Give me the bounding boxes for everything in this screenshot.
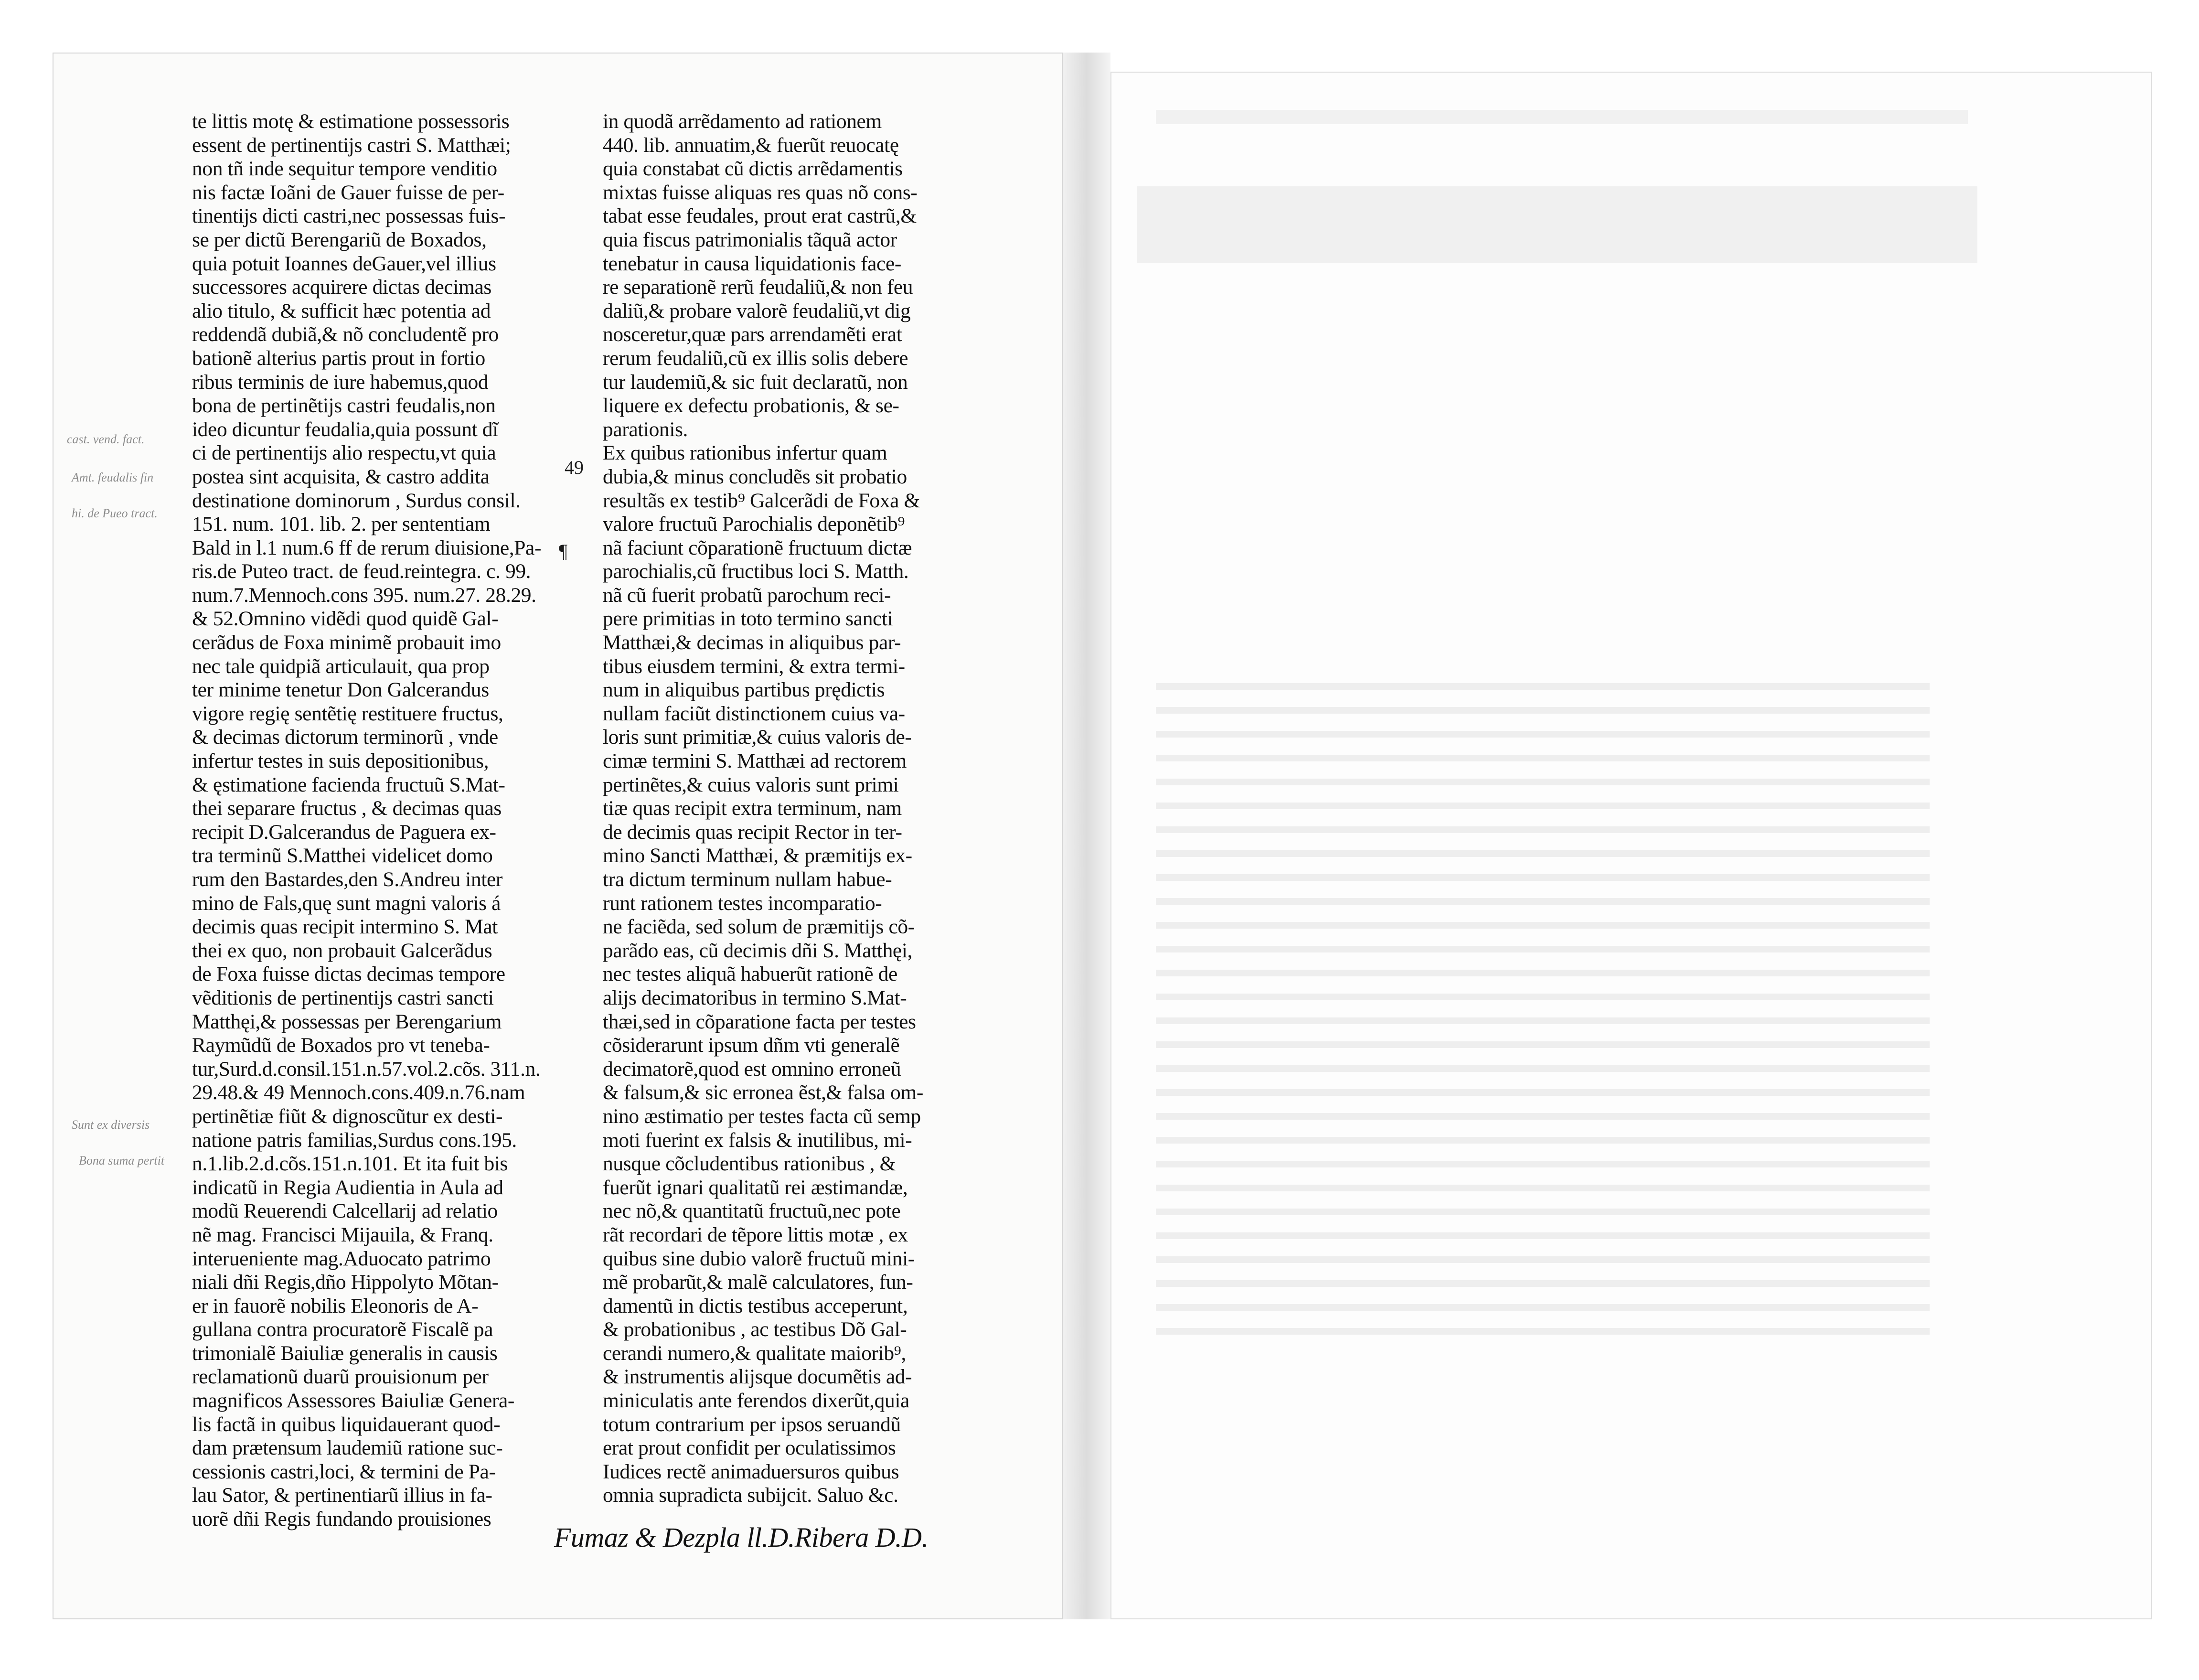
text-line: essent de pertinentijs castri S. Matthæi; <box>192 133 511 157</box>
marginal-note: Amt. feudalis fin <box>72 471 154 484</box>
marginal-note: cast. vend. fact. <box>67 432 145 446</box>
text-line: totum contrarium per ipsos seruandũ <box>603 1412 901 1436</box>
text-line: quia constabat cũ dictis arrẽdamentis <box>603 157 903 181</box>
text-line: mino de Fals,quę sunt magni valoris á <box>192 891 501 915</box>
text-line: infertur testes in suis depositionibus, <box>192 749 489 773</box>
text-line: ne faciẽda, sed solum de præmitijs cõ- <box>603 915 915 939</box>
text-line: nis factæ Ioãni de Gauer fuisse de per- <box>192 181 504 204</box>
text-line: bationẽ alterius partis prout in fortio <box>192 346 485 370</box>
text-line: runt rationem testes incomparatio- <box>603 891 882 915</box>
text-line: tibus eiusdem termini, & extra termi- <box>603 654 905 678</box>
text-line: tra dictum terminum nullam habue- <box>603 868 892 891</box>
text-line: cimæ termini S. Matthæi ad rectorem <box>603 749 907 773</box>
text-line: cerandi numero,& qualitate maiorib⁹, <box>603 1341 906 1365</box>
text-line: moti fuerint ex falsis & inutilibus, mi- <box>603 1128 912 1152</box>
text-line: rãt recordari de tẽpore littis motæ , ex <box>603 1223 908 1246</box>
text-line: decimatorẽ,quod est omnino erroneũ <box>603 1057 901 1081</box>
text-line: valore fructuũ Parochialis deponẽtib⁹ <box>603 513 905 536</box>
text-line: rum den Bastardes,den S.Andreu inter <box>192 868 503 891</box>
signature-line: Fumaz & Dezpla ll.D.Ribera D.D. <box>554 1522 929 1553</box>
text-line: liquere ex defectu probationis, & se- <box>603 394 899 417</box>
text-line: trimonialẽ Baiuliæ generalis in causis <box>192 1341 498 1365</box>
text-line <box>192 1531 541 1555</box>
text-line: pere primitias in toto termino sancti <box>603 607 893 631</box>
right-text-column <box>603 110 923 1508</box>
text-line: pertinẽtes,& cuius valoris sunt primi <box>603 773 899 796</box>
text-line: reddendã dubiã,& nõ concludentẽ pro <box>192 323 499 346</box>
text-line: se per dictũ Berengariũ de Boxados, <box>192 228 487 251</box>
text-line: quia fiscus patrimonialis tãquã actor <box>603 228 897 251</box>
text-line: modũ Reuerendi Calcellarij ad relatio <box>192 1199 498 1223</box>
text-line: niali dñi Regis,dño Hippolyto Mõtan- <box>192 1271 499 1294</box>
text-line: mino Sancti Matthæi, & præmitijs ex- <box>603 844 912 867</box>
text-line: thei ex quo, non probauit Galcerãdus <box>192 939 492 962</box>
text-line: Raymũdũ de Boxados pro vt teneba- <box>192 1034 490 1057</box>
text-line: Matthęi,& possessas per Berengarium <box>192 1010 502 1033</box>
text-line: nec testes aliquã habuerũt rationẽ de <box>603 963 897 986</box>
text-line: nusque cõcludentibus rationibus , & <box>603 1152 896 1176</box>
text-line: alio titulo, & sufficit hæc potentia ad <box>192 299 491 322</box>
text-line: parãdo eas, cũ decimis dñi S. Matthęi, <box>603 939 913 962</box>
marginal-note: Bona suma pertit <box>79 1154 165 1167</box>
text-line: cerãdus de Foxa minimẽ probauit imo <box>192 631 501 654</box>
text-line: nã faciunt cõparationẽ fructuum dictæ <box>603 536 912 559</box>
text-line: rerum feudaliũ,cũ ex illis solis debere <box>603 346 908 370</box>
text-line: nec nõ,& quantitatũ fructuũ,nec pote <box>603 1199 901 1223</box>
text-line: damentũ in dictis testibus acceperunt, <box>603 1294 908 1317</box>
text-line: parochialis,cũ fructibus loci S. Matth. <box>603 560 909 583</box>
text-line: de Foxa fuisse dictas decimas tempore <box>192 963 505 986</box>
margin-number: 49 <box>565 457 584 478</box>
text-line: nino æstimatio per testes facta cũ semp <box>603 1104 921 1128</box>
text-line: & ęstimatione facienda fructuũ S.Mat- <box>192 773 505 796</box>
text-line: num.7.Mennoch.cons 395. num.27. 28.29. <box>192 583 536 607</box>
text-line: & 52.Omnino vidẽdi quod quidẽ Gal- <box>192 607 499 631</box>
text-line: & instrumentis alijsque documẽtis ad- <box>603 1365 912 1389</box>
text-line: magnificos Assessores Baiuliæ Genera- <box>192 1389 515 1412</box>
text-line: miniculatis ante ferendos dixerũt,quia <box>603 1389 909 1412</box>
text-line: vẽditionis de pertinentijs castri sancti <box>192 986 494 1009</box>
text-line: thei separare fructus , & decimas quas <box>192 797 502 820</box>
text-line: 151. num. 101. lib. 2. per sententiam <box>192 513 491 536</box>
text-line: loris sunt primitiæ,& cuius valoris de- <box>603 726 912 749</box>
text-line: postea sint acquisita, & castro addita <box>192 465 490 488</box>
text-line: tur,Surd.d.consil.151.n.57.vol.2.cõs. 311.n. <box>192 1057 541 1081</box>
text-line: 29.48.& 49 Mennoch.cons.409.n.76.nam <box>192 1081 525 1104</box>
text-line: tabat esse feudales, prout erat castrũ,& <box>603 204 917 228</box>
text-line: indicatũ in Regia Audientia in Aula ad <box>192 1176 503 1199</box>
text-line: ribus terminis de iure habemus,quod <box>192 370 489 394</box>
bleed-through-band <box>1137 186 1977 263</box>
text-line: tinentijs dicti castri,nec possessas fuis- <box>192 204 506 228</box>
text-line: mixtas fuisse aliquas res quas nõ cons- <box>603 181 918 204</box>
text-line: recipit D.Galcerandus de Paguera ex- <box>192 820 496 844</box>
text-line: dubia,& minus concludẽs sit probatio <box>603 465 907 488</box>
text-line: gullana contra procuratorẽ Fiscalẽ pa <box>192 1318 493 1341</box>
text-line: ideo dicuntur feudalia,quia possunt dĩ <box>192 417 498 441</box>
text-line: reclamationũ duarũ prouisionum per <box>192 1365 489 1389</box>
marginal-note: Sunt ex diversis <box>72 1118 150 1132</box>
text-line: & probationibus , ac testibus Dõ Gal- <box>603 1318 907 1341</box>
text-line: natione patris familias,Surdus cons.195. <box>192 1128 517 1152</box>
text-line: destinatione dominorum , Surdus consil. <box>192 489 521 512</box>
text-line: lis factã in quibus liquidauerant quod- <box>192 1412 501 1436</box>
text-line: uorẽ dñi Regis fundando prouisiones <box>192 1508 491 1531</box>
text-line: decimis quas recipit intermino S. Mat <box>192 915 498 939</box>
text-line: n.1.lib.2.d.cõs.151.n.101. Et ita fuit bis <box>192 1152 508 1176</box>
text-line: interueniente mag.Aduocato patrimo <box>192 1247 491 1270</box>
text-line: ci de pertinentijs alio respectu,vt quia <box>192 441 496 465</box>
text-line: & falsum,& sic erronea ẽst,& falsa om- <box>603 1081 923 1104</box>
text-line: tenebatur in causa liquidationis face- <box>603 252 901 275</box>
text-line: tra terminũ S.Matthei videlicet domo <box>192 844 493 867</box>
bleed-through-body <box>1156 683 1930 1342</box>
text-line: in quodã arrẽdamento ad rationem <box>603 110 882 133</box>
text-line: nã cũ fuerit probatũ parochum reci- <box>603 583 891 607</box>
text-line: pertinẽtiæ fiũt & dignoscũtur ex desti- <box>192 1104 503 1128</box>
bleed-through-header <box>1156 110 1968 124</box>
text-line: cõsiderarunt ipsum dñm vti generalẽ <box>603 1034 900 1057</box>
text-line: nosceretur,quæ pars arrendamẽti erat <box>603 323 902 346</box>
text-line: 440. lib. annuatim,& fuerũt reuocatę <box>603 133 899 157</box>
text-line: daliũ,& probare valorẽ feudaliũ,vt dig <box>603 299 911 322</box>
text-line: cessionis castri,loci, & termini de Pa- <box>192 1460 496 1483</box>
text-line: ris.de Puteo tract. de feud.reintegra. c. 99. <box>192 560 531 583</box>
text-line: dam prætensum laudemiũ ratione suc- <box>192 1436 503 1460</box>
book-gutter <box>1063 53 1110 1619</box>
text-line: alijs decimatoribus in termino S.Mat- <box>603 986 907 1009</box>
text-line: nec tale quidpiã articulauit, qua prop <box>192 654 490 678</box>
margin-mark: ¶ <box>559 540 568 562</box>
text-line: er in fauorẽ nobilis Eleonoris de A- <box>192 1294 479 1317</box>
text-line: vigore regię sentẽtię restituere fructus, <box>192 702 503 725</box>
text-line: non tñ inde sequitur tempore venditio <box>192 157 497 181</box>
text-line: fuerũt ignari qualitatũ rei æstimandæ, <box>603 1176 908 1199</box>
text-line: num in aliquibus partibus prędictis <box>603 678 885 702</box>
text-line: mẽ probarũt,& malẽ calculatores, fun- <box>603 1271 913 1294</box>
text-line: tiæ quas recipit extra terminum, nam <box>603 797 902 820</box>
text-line: Ex quibus rationibus infertur quam <box>603 441 887 465</box>
text-line: quibus sine dubio valorẽ fructuũ mini- <box>603 1247 915 1270</box>
text-line: Matthæi,& decimas in aliquibus par- <box>603 631 901 654</box>
left-text-column <box>192 110 541 1555</box>
text-line: de decimis quas recipit Rector in ter- <box>603 820 902 844</box>
text-line: re separationẽ rerũ feudaliũ,& non feu <box>603 276 913 299</box>
text-line: nullam faciũt distinctionem cuius va- <box>603 702 905 725</box>
text-line: te littis motę & estimatione possessoris <box>192 110 510 133</box>
text-line: nẽ mag. Francisci Mijauila, & Franq. <box>192 1223 493 1246</box>
text-line: resultãs ex testib⁹ Galcerãdi de Foxa & <box>603 489 920 512</box>
text-line: quia potuit Ioannes deGauer,vel illius <box>192 252 496 275</box>
text-line: tur laudemiũ,& sic fuit declaratũ, non <box>603 370 908 394</box>
text-line: parationis. <box>603 417 688 441</box>
text-line: thæi,sed in cõparatione facta per testes <box>603 1010 916 1033</box>
marginal-note: hi. de Pueo tract. <box>72 506 158 520</box>
text-line: ter minime tenetur Don Galcerandus <box>192 678 489 702</box>
text-line: omnia supradicta subijcit. Saluo &c. <box>603 1484 898 1507</box>
text-line: lau Sator, & pertinentiarũ illius in fa- <box>192 1484 492 1507</box>
text-line: Bald in l.1 num.6 ff de rerum diuisione,Pa- <box>192 536 542 559</box>
text-line: erat prout confidit per oculatissimos <box>603 1436 896 1460</box>
text-line: Iudices rectẽ animaduersuros quibus <box>603 1460 899 1483</box>
text-line: & decimas dictorum terminorũ , vnde <box>192 726 498 749</box>
text-line: successores acquirere dictas decimas <box>192 276 491 299</box>
text-line: bona de pertinẽtijs castri feudalis,non <box>192 394 496 417</box>
